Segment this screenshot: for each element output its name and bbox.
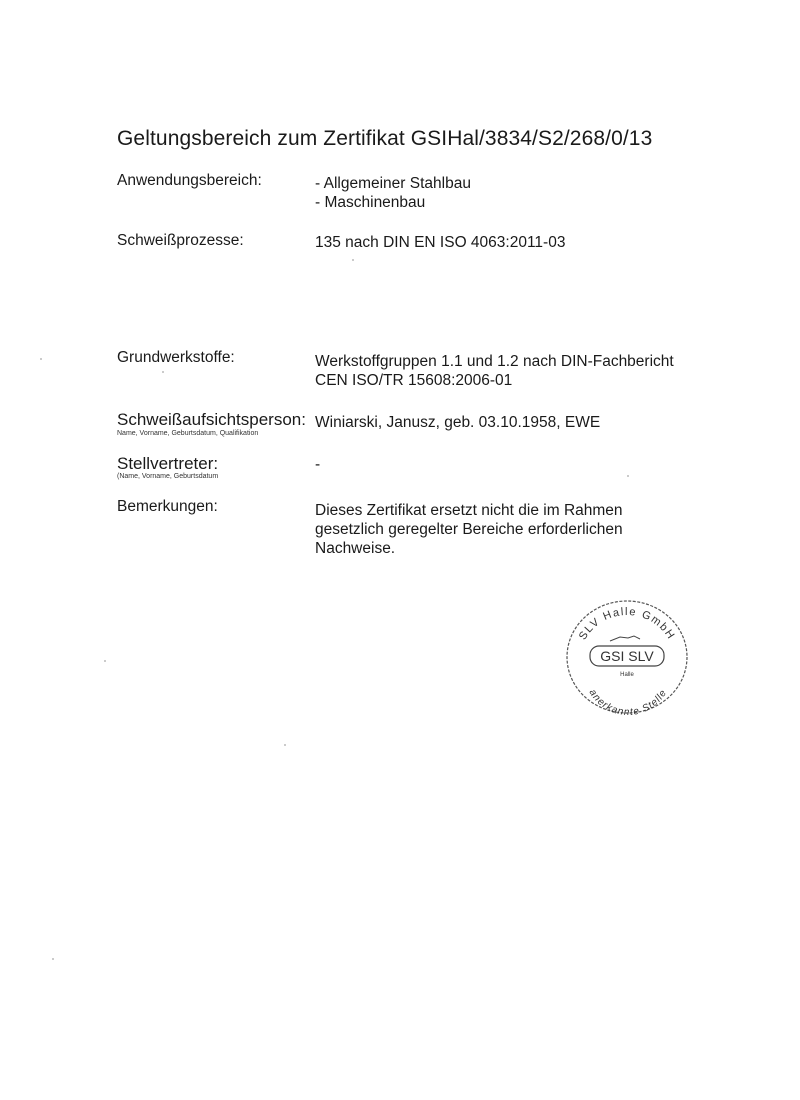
sublabel-stellvertreter: (Name, Vorname, Geburtsdatum: [117, 473, 219, 480]
value-anwendungsbereich: [315, 174, 471, 212]
value-line: Werkstoffgruppen 1.1 und 1.2 nach DIN-Fachbericht: [315, 353, 674, 370]
value-line: 135 nach DIN EN ISO 4063:2011-03: [315, 234, 566, 251]
scan-speck: [40, 358, 42, 360]
scan-speck: [284, 744, 286, 746]
value-line: -: [315, 456, 321, 473]
value-schweissaufsichtsperson: [315, 413, 600, 432]
value-line: - Allgemeiner Stahlbau: [315, 175, 471, 192]
value-line: - Maschinenbau: [315, 194, 426, 211]
svg-text:GSI SLV: GSI SLV: [600, 648, 654, 664]
value-line: gesetzlich geregelter Bereiche erforderlichen: [315, 521, 623, 538]
value-grundwerkstoffe: [315, 352, 674, 390]
label-grundwerkstoffe: Grundwerkstoffe:: [117, 349, 235, 366]
value-line: Dieses Zertifikat ersetzt nicht die im Rahmen: [315, 502, 623, 519]
label-anwendungsbereich: Anwendungsbereich:: [117, 172, 262, 189]
scan-speck: [627, 475, 629, 477]
label-bemerkungen: Bemerkungen:: [117, 498, 218, 515]
svg-text:SLV Halle GmbH: SLV Halle GmbH: [576, 605, 678, 643]
value-line: CEN ISO/TR 15608:2006-01: [315, 372, 513, 389]
scan-speck: [352, 259, 354, 261]
scan-speck: [52, 958, 54, 960]
certification-stamp: [562, 597, 692, 717]
label-schweissprozesse: Schweißprozesse:: [117, 232, 244, 249]
value-line: Winiarski, Janusz, geb. 03.10.1958, EWE: [315, 414, 601, 431]
svg-text:Halle: Halle: [620, 672, 634, 678]
svg-text:anerkannte Stelle: anerkannte Stelle: [586, 687, 670, 717]
label-stellvertreter: Stellvertreter:: [117, 454, 219, 473]
value-stellvertreter: [315, 455, 320, 474]
scan-speck: [104, 660, 106, 662]
label-schweissaufsichtsperson: Schweißaufsichtsperson:: [117, 410, 306, 429]
stamp-seal-icon: [562, 597, 692, 717]
scan-speck: [162, 371, 164, 373]
value-schweissprozesse: [315, 233, 565, 252]
document-title: Geltungsbereich zum Zertifikat GSIHal/3834/S2/268/0/13: [117, 127, 653, 150]
sublabel-schweissaufsichtsperson: Name, Vorname, Geburtsdatum, Qualifikation: [117, 430, 259, 437]
value-bemerkungen: [315, 501, 623, 558]
value-line: Nachweise.: [315, 540, 396, 557]
